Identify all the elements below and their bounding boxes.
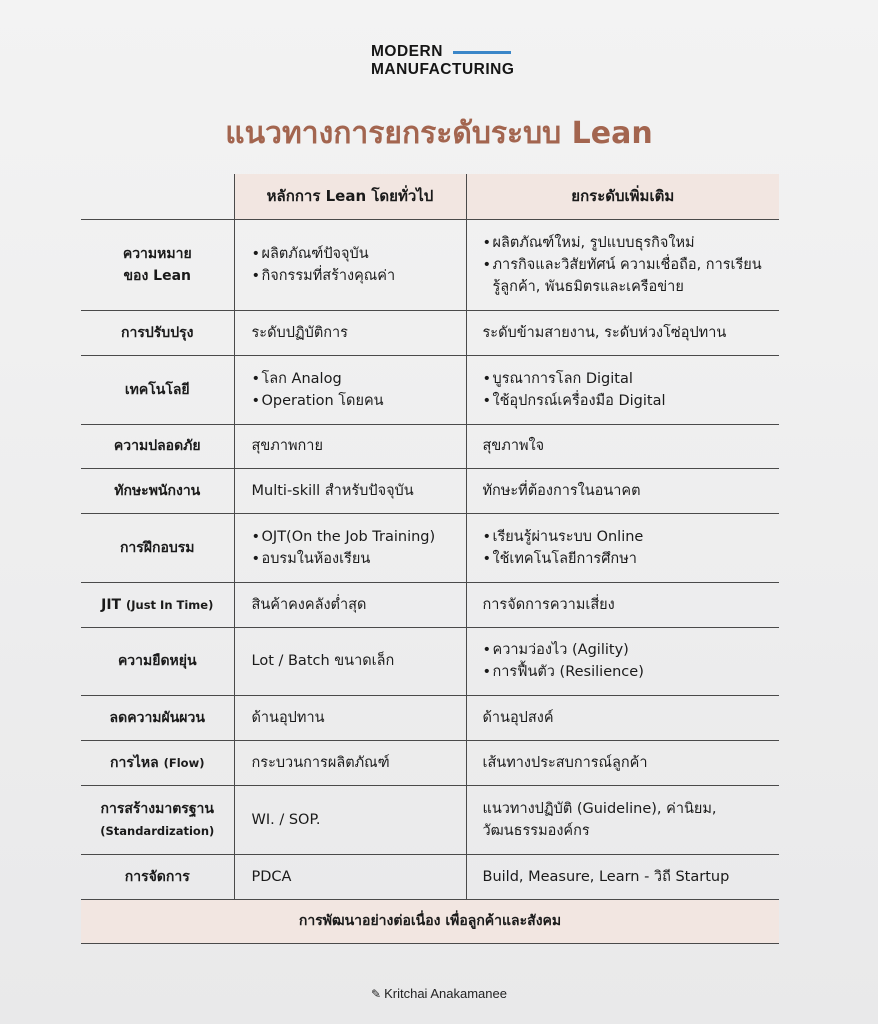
general-cell: • ผลิตภัณฑ์ปัจจุบัน • กิจกรรมที่สร้างคุณค่า: [234, 219, 466, 310]
general-cell: Lot / Batch ขนาดเล็ก: [234, 627, 466, 695]
table-row: [81, 219, 779, 310]
general-cell: Multi-skill สำหรับปัจจุบัน: [234, 468, 466, 513]
row-label: ลดความผันผวน: [81, 695, 234, 740]
pen-icon: ✎: [371, 987, 382, 1001]
comparison-table: [81, 174, 779, 944]
general-cell: • โลก Analog • Operation โดยคน: [234, 355, 466, 424]
page-title: แนวทางการยกระดับระบบ Lean: [225, 116, 653, 151]
row-label: ความยืดหยุ่น: [81, 627, 234, 695]
table-row: [81, 785, 779, 854]
row-label: JIT (Just In Time): [81, 582, 234, 627]
brand-line2: MANUFACTURING: [371, 61, 515, 78]
row-label: ความหมาย ของ Lean: [81, 219, 234, 310]
table-row: [81, 854, 779, 899]
row-label: การไหล (Flow): [81, 740, 234, 785]
advanced-cell: สุขภาพใจ: [466, 424, 779, 468]
general-cell: PDCA: [234, 854, 466, 899]
corner-cell: [81, 174, 234, 219]
general-cell: ระดับปฏิบัติการ: [234, 310, 466, 355]
row-label: การปรับปรุง: [81, 310, 234, 355]
column-header-advanced: ยกระดับเพิ่มเติม: [466, 174, 779, 219]
advanced-cell: ระดับข้ามสายงาน, ระดับห่วงโซ่อุปทาน: [466, 310, 779, 355]
row-label: การสร้างมาตรฐาน (Standardization): [81, 785, 234, 854]
author-credit: [0, 986, 878, 1001]
table-row: [81, 740, 779, 785]
table-row: [81, 695, 779, 740]
advanced-cell: เส้นทางประสบการณ์ลูกค้า: [466, 740, 779, 785]
brand-logo: [371, 43, 514, 79]
footer-banner: การพัฒนาอย่างต่อเนื่อง เพื่อลูกค้าและสังคม: [81, 899, 779, 943]
general-cell: • OJT(On the Job Training) • อบรมในห้องเรียน: [234, 513, 466, 582]
advanced-cell: การจัดการความเสี่ยง: [466, 582, 779, 627]
table-row: [81, 582, 779, 627]
advanced-cell: • ผลิตภัณฑ์ใหม่, รูปแบบธุรกิจใหม่ • ภารกิจและวิสัยทัศน์ ความเชื่อถือ, การเรียนรู้ลูกค้า, พันธมิตรและเครือข่าย: [466, 219, 779, 310]
general-cell: สุขภาพกาย: [234, 424, 466, 468]
table-row: [81, 310, 779, 355]
advanced-cell: • บูรณาการโลก Digital • ใช้อุปกรณ์เครื่องมือ Digital: [466, 355, 779, 424]
advanced-cell: • เรียนรู้ผ่านระบบ Online • ใช้เทคโนโลยีการศึกษา: [466, 513, 779, 582]
brand-accent-bar: [453, 51, 511, 54]
row-label: เทคโนโลยี: [81, 355, 234, 424]
general-cell: กระบวนการผลิตภัณฑ์: [234, 740, 466, 785]
table-row: [81, 355, 779, 424]
advanced-cell: ทักษะที่ต้องการในอนาคต: [466, 468, 779, 513]
row-label: การฝึกอบรม: [81, 513, 234, 582]
brand-line1: MODERN: [371, 43, 443, 60]
advanced-cell: Build, Measure, Learn - วิถี Startup: [466, 854, 779, 899]
advanced-cell: แนวทางปฏิบัติ (Guideline), ค่านิยม, วัฒนธรรมองค์กร: [466, 785, 779, 854]
table-row: [81, 424, 779, 468]
row-label: ความปลอดภัย: [81, 424, 234, 468]
advanced-cell: ด้านอุปสงค์: [466, 695, 779, 740]
general-cell: สินค้าคงคลังต่ำสุด: [234, 582, 466, 627]
author-name: Kritchai Anakamanee: [384, 986, 507, 1001]
row-label: การจัดการ: [81, 854, 234, 899]
table-row: [81, 513, 779, 582]
general-cell: ด้านอุปทาน: [234, 695, 466, 740]
footer-row: [81, 899, 779, 943]
general-cell: WI. / SOP.: [234, 785, 466, 854]
table-row: [81, 468, 779, 513]
advanced-cell: • ความว่องไว (Agility) • การฟื้นตัว (Resilience): [466, 627, 779, 695]
row-label: ทักษะพนักงาน: [81, 468, 234, 513]
column-header-general: หลักการ Lean โดยทั่วไป: [234, 174, 466, 219]
table-row: [81, 627, 779, 695]
